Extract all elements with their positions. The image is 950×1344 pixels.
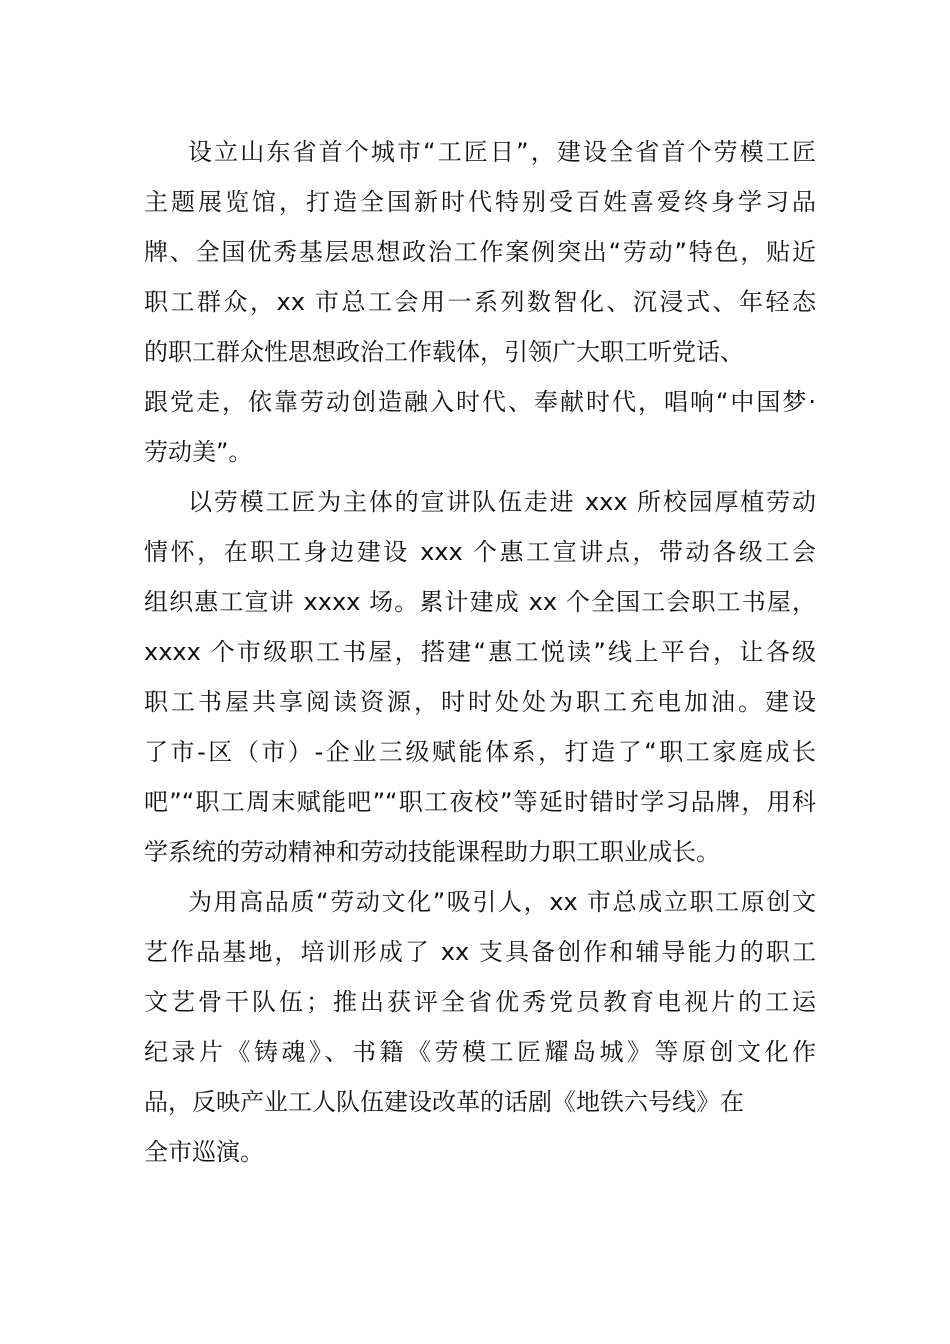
text-line: 情怀，在职工身边建设 xxx 个惠工宣讲点，带动各级工会 [144,538,816,566]
text-line: 纪录片《铸魂》、书籍《劳模工匠耀岛城》等原创文化作 [144,1038,816,1066]
text-line: 为用高品质“劳动文化”吸引人，xx 市总成立职工原创文 [188,888,816,916]
text-line: 文艺骨干队伍；推出获评全省优秀党员教育电视片的工运 [144,988,816,1016]
text-line: 了市-区（市）-企业三级赋能体系，打造了“职工家庭成长 [144,738,816,766]
text-line: 设立山东省首个城市“工匠日”，建设全省首个劳模工匠 [188,138,816,166]
text-line: 组织惠工宣讲 xxxx 场。累计建成 xx 个全国工会职工书屋， [144,588,816,616]
text-line: 主题展览馆，打造全国新时代特别受百姓喜爱终身学习品 [144,188,816,216]
text-line: 职工群众，xx 市总工会用一系列数智化、沉浸式、年轻态 [144,288,816,316]
paragraph-2 [144,477,816,877]
text-line: 品，反映产业工人队伍建设改革的话剧《地铁六号线》在 [144,1088,744,1116]
paragraph-3 [144,877,816,1177]
text-line: 跟党走，依靠劳动创造融入时代、奉献时代，唱响“中国梦· [144,388,816,416]
text-line: 全市巡演。 [144,1138,264,1166]
text-line: 职工书屋共享阅读资源，时时处处为职工充电加油。建设 [144,688,816,716]
text-line: 学系统的劳动精神和劳动技能课程助力职工职业成长。 [144,838,720,866]
text-line: 艺作品基地，培训形成了 xx 支具备创作和辅导能力的职工 [144,938,816,966]
text-line: 吧”“职工周末赋能吧”“职工夜校”等延时错时学习品牌，用科 [144,788,816,816]
text-line: 以劳模工匠为主体的宣讲队伍走进 xxx 所校园厚植劳动 [188,488,816,516]
text-line: xxxx 个市级职工书屋，搭建“惠工悦读”线上平台，让各级 [144,638,816,666]
document-body [144,127,816,1177]
text-line: 牌、全国优秀基层思想政治工作案例突出“劳动”特色，贴近 [144,238,816,266]
text-line: 的职工群众性思想政治工作载体，引领广大职工听党话、 [144,338,744,366]
text-line: 劳动美”。 [144,438,253,466]
paragraph-1 [144,127,816,477]
